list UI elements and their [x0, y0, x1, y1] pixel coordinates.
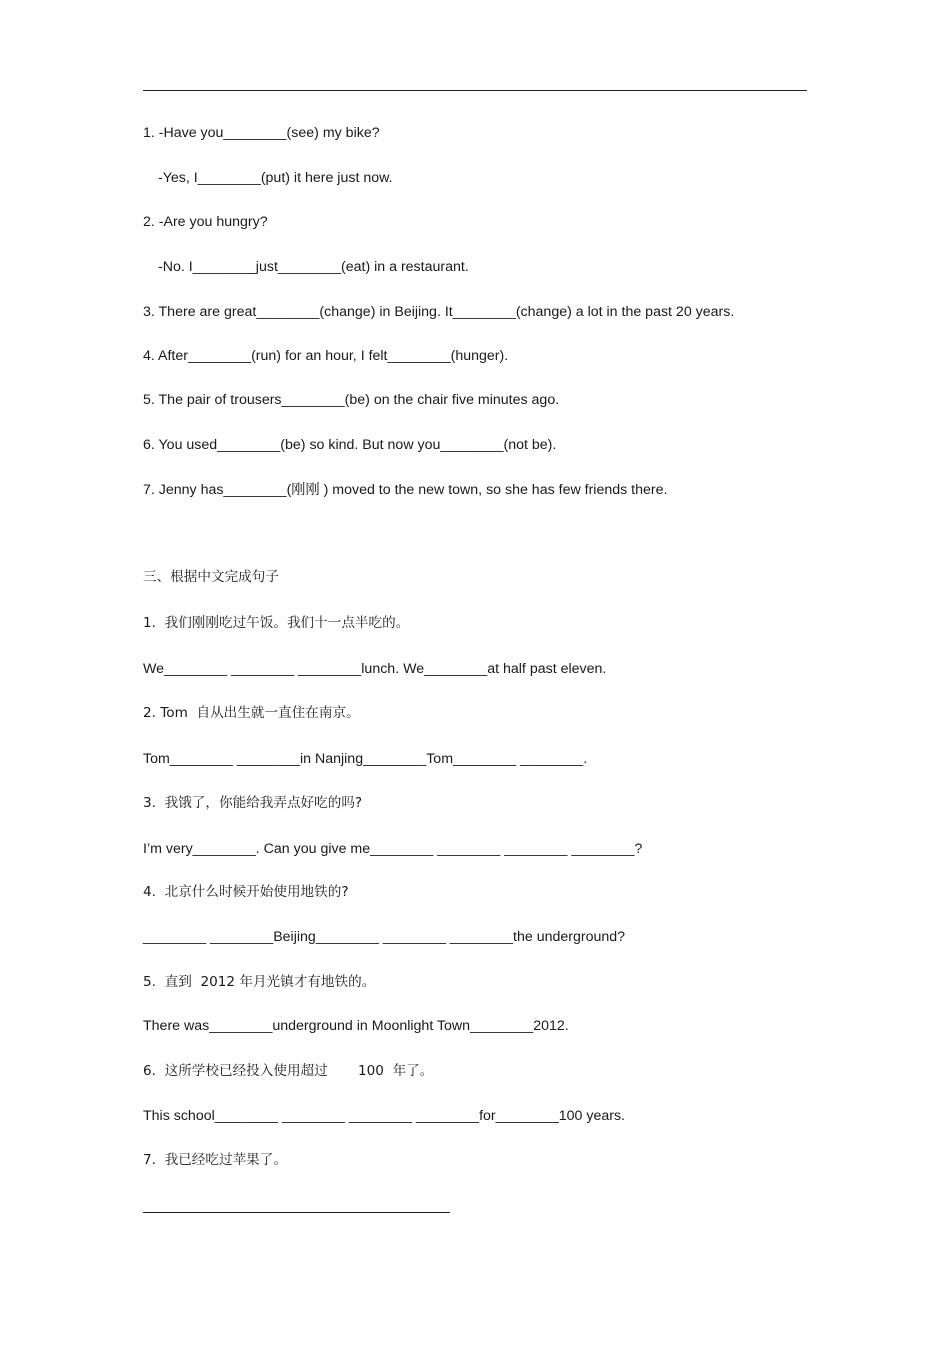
translation-item-6-chinese: 6. 这所学校已经投入使用超过 100 年了。	[143, 1063, 434, 1079]
answer-line	[143, 1212, 450, 1213]
exercise-item-4: 4. After________(run) for an hour, I felt________(hunger).	[143, 348, 509, 364]
top-rule	[143, 90, 807, 91]
exercise-item-6: 6. You used________(be) so kind. But now you________(not be).	[143, 437, 557, 453]
translation-item-5-chinese: 5. 直到 2012 年月光镇才有地铁的。	[143, 974, 376, 990]
translation-item-2-chinese: 2. Tom 自从出生就一直住在南京。	[143, 705, 360, 721]
translation-item-4-english: ________ ________Beijing________ ________ ________the underground?	[143, 929, 626, 945]
exercise-item-1-question: 1. -Have you________(see) my bike?	[143, 125, 380, 141]
translation-item-2-english: Tom________ ________in Nanjing________Tom________ ________.	[143, 751, 588, 767]
exercise-item-2-answer: -No. I________just________(eat) in a restaurant.	[158, 259, 469, 275]
translation-item-1-english: We________ ________ ________lunch. We________at half past eleven.	[143, 661, 607, 677]
translation-item-7-chinese: 7. 我已经吃过苹果了。	[143, 1152, 287, 1168]
section-3-heading: 三、根据中文完成句子	[143, 569, 279, 585]
translation-item-1-chinese: 1. 我们刚刚吃过午饭。我们十一点半吃的。	[143, 615, 410, 631]
translation-item-5-english: There was________underground in Moonlight Town________2012.	[143, 1018, 569, 1034]
exercise-item-5: 5. The pair of trousers________(be) on the chair five minutes ago.	[143, 392, 560, 408]
translation-item-6-english: This school________ ________ ________ ________for________100 years.	[143, 1108, 626, 1124]
exercise-item-7: 7. Jenny has________(刚刚 ) moved to the new town, so she has few friends there.	[143, 482, 668, 498]
translation-item-3-english: I’m very________. Can you give me________ ________ ________ ________?	[143, 841, 643, 857]
exercise-item-3: 3. There are great________(change) in Beijing. It________(change) a lot in the past 20 years.	[143, 304, 735, 320]
exercise-item-2-question: 2. -Are you hungry?	[143, 214, 268, 230]
exercise-item-1-answer: -Yes, I________(put) it here just now.	[158, 170, 393, 186]
translation-item-4-chinese: 4. 北京什么时候开始使用地铁的?	[143, 884, 349, 900]
translation-item-3-chinese: 3. 我饿了，你能给我弄点好吃的吗?	[143, 795, 363, 811]
